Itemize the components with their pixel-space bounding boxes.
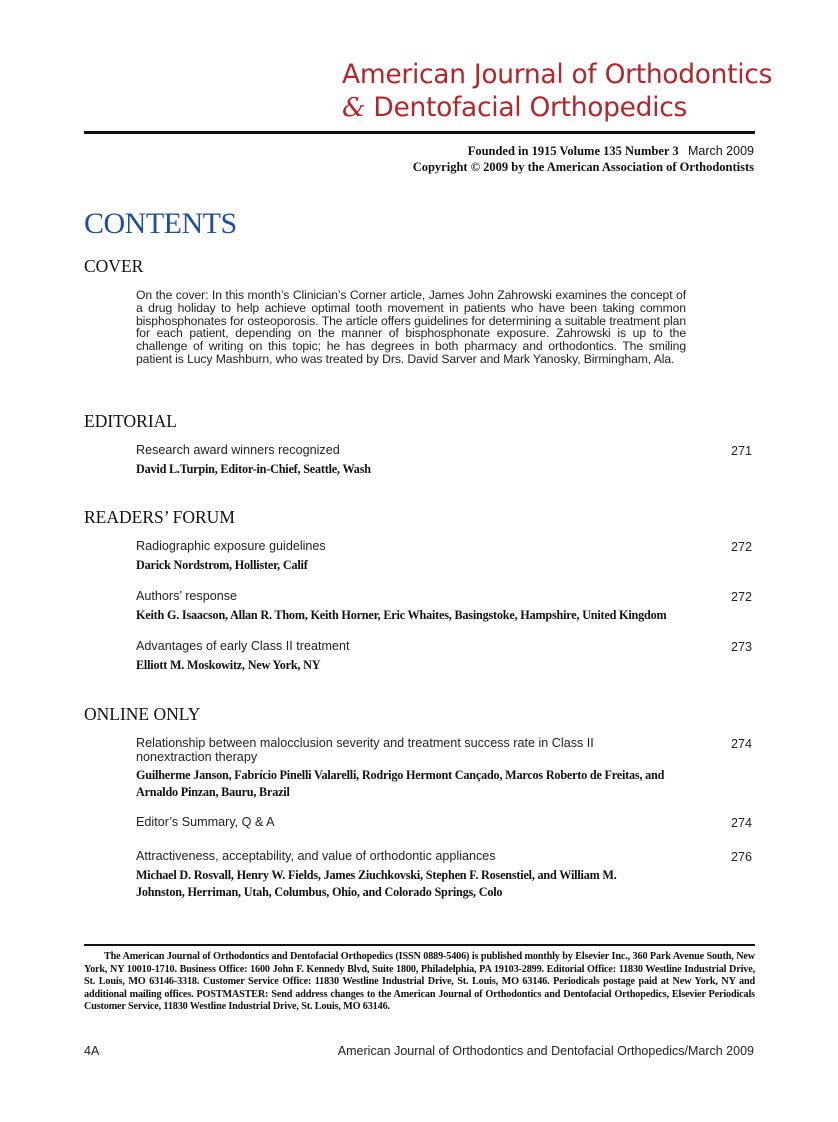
entry-page-number: 271	[730, 444, 752, 458]
section-heading-editorial: EDITORIAL	[84, 411, 177, 431]
toc-entry[interactable]	[136, 737, 756, 801]
entry-page-number: 274	[730, 816, 752, 830]
masthead-line-2-text: Dentofacial Orthopedics	[373, 92, 687, 123]
section-heading-online-only: ONLINE ONLY	[84, 704, 201, 724]
header-rule	[84, 131, 755, 134]
entry-authors: Darick Nordstrom, Hollister, Calif	[136, 557, 308, 572]
toc-entry[interactable]	[136, 590, 756, 624]
masthead-line-1: American Journal of Orthodontics	[342, 59, 773, 90]
entry-title[interactable]: Advantages of early Class II treatment	[136, 639, 350, 653]
section-heading-readers-forum: READERS’ FORUM	[84, 507, 235, 527]
masthead-line-2	[342, 91, 772, 124]
entry-authors: David L.Turpin, Editor-in-Chief, Seattle, Wash	[136, 461, 371, 476]
entry-page-number: 276	[730, 850, 752, 864]
toc-entry[interactable]	[136, 816, 756, 830]
entry-authors: Guilherme Janson, Fabrício Pinelli Valarelli, Rodrigo Hermont Cançado, Marcos Roberto de Freitas, and Arnaldo Pinzan, Bauru, Brazil	[136, 768, 665, 800]
toc-entry[interactable]	[136, 640, 756, 674]
entry-authors: Keith G. Isaacson, Allan R. Thom, Keith Horner, Eric Whaites, Basingstoke, Hampshire, United Kingdom	[136, 607, 667, 622]
footer-rule	[84, 944, 755, 946]
issue-info	[413, 143, 754, 175]
entry-page-number: 272	[730, 540, 752, 554]
copyright-line: Copyright © 2009 by the American Association of Orthodontists	[412, 160, 754, 174]
cover-description: On the cover: In this month’s Clinician’s Corner article, James John Zahrowski examines the concept of a drug holiday to help achieve optimal tooth movement in patients who have been taking common bisphosphonates for osteoporosis. The article offers guidelines for determining a suitable treatment plan for each patient, depending on the manner of bisphosphonate exposure. Zahrowski is up to the challenge of writing on this topic; he has degrees in both pharmacy and orthodontics. The smiling patient is Lucy Mashburn, who was treated by Drs. David Sarver and Mark Yanosky, Birmingham, Ala.	[136, 288, 686, 366]
toc-entry[interactable]	[136, 850, 756, 901]
entry-page-number: 273	[730, 640, 752, 654]
entry-authors: Elliott M. Moskowitz, New York, NY	[136, 657, 321, 672]
page-title: CONTENTS	[84, 207, 237, 240]
issue-date: March 2009	[687, 144, 754, 158]
masthead-ampersand: &	[342, 92, 366, 123]
section-heading-cover: COVER	[84, 256, 144, 276]
publication-info: The American Journal of Orthodontics and Dentofacial Orthopedics (ISSN 0889-5406) is published monthly by Elsevier Inc., 360 Park Avenue South, New York, NY 10010-1710. Business Office: 1600 John F. Kennedy Blvd, Suite 1800, Philadelphia, PA 19103-2899. Editorial Office: 11830 Westline Industrial Drive, St. Louis, MO 63146-3318. Customer Service Office: 11830 Westline Industrial Drive, St. Louis, MO 63146. Periodicals postage paid at New York, NY and additional mailing offices. POSTMASTER: Send address changes to the American Journal of Orthodontics and Dentofacial Orthopedics, Elsevier Periodicals Customer Service, 11830 Westline Industrial Drive, St. Louis, MO 63146.	[84, 951, 755, 1013]
entry-title[interactable]: Editor’s Summary, Q & A	[136, 815, 275, 829]
entry-title[interactable]: Radiographic exposure guidelines	[136, 539, 326, 553]
entry-title[interactable]: Attractiveness, acceptability, and value of orthodontic appliances	[136, 849, 496, 863]
founded-text: Founded in 1915 Volume 135 Number 3	[467, 144, 679, 158]
entry-page-number: 274	[730, 737, 752, 751]
entry-title[interactable]: Authors’ response	[136, 589, 238, 603]
entry-title[interactable]: Research award winners recognized	[136, 443, 340, 457]
entry-page-number: 272	[730, 590, 752, 604]
page-folio: 4A	[84, 1044, 100, 1058]
founded-line	[413, 143, 754, 159]
toc-entry[interactable]	[136, 540, 756, 574]
toc-entry[interactable]	[136, 444, 756, 478]
running-footer: American Journal of Orthodontics and Dentofacial Orthopedics/March 2009	[337, 1044, 754, 1058]
entry-authors: Michael D. Rosvall, Henry W. Fields, James Ziuchkovski, Stephen F. Rosenstiel, and William M. Johnston, Herriman, Utah, Columbus, Ohio, and Colorado Springs, Colo	[136, 867, 617, 899]
entry-title[interactable]: Relationship between malocclusion severity and treatment success rate in Class II nonextraction therapy	[136, 736, 594, 764]
journal-masthead	[342, 58, 772, 124]
